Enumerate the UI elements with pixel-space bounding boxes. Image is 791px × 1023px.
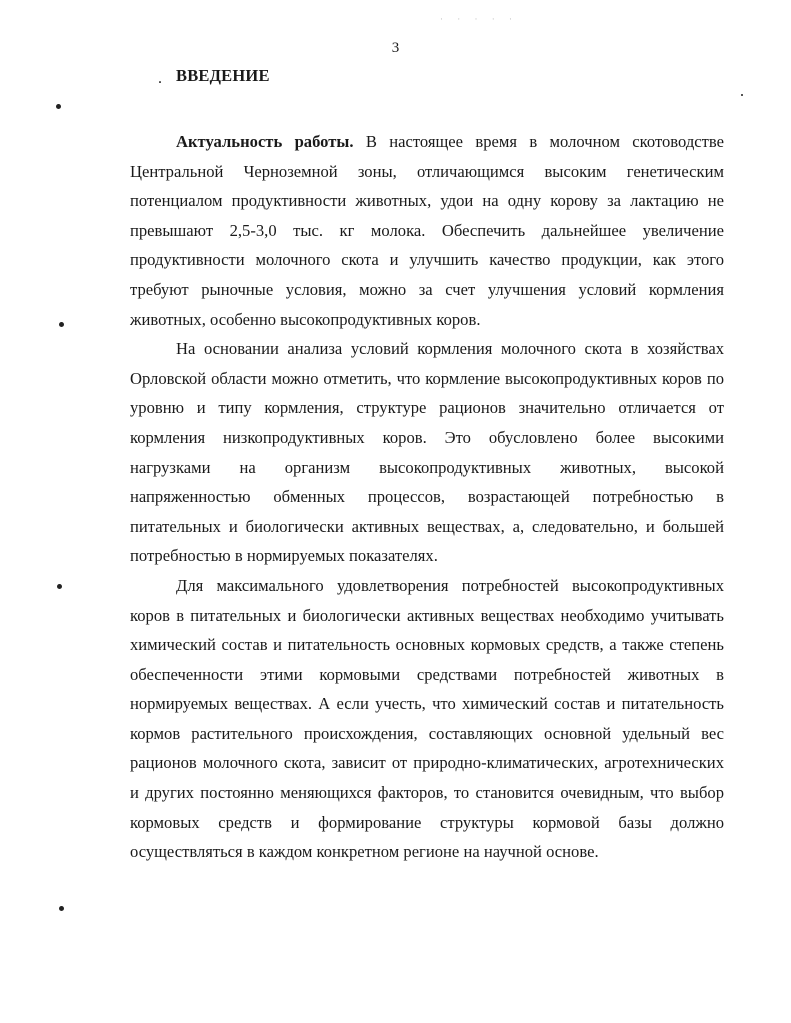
paragraph-lead: Актуальность работы. [176, 132, 354, 151]
punch-mark [56, 104, 61, 109]
paragraph-text: Для максимального удовлетворения потребностей высокопродуктивных коров в питательных и биологически активных веществах необходимо учитывать химический состав и питательность основных кормовых средств, а также степень обеспеченности этими кормовыми средствами потребностей животных в нормируемых веществах. А если учесть, что химический состав и питательность кормов растительного происхождения, составляющих основной удельный вес рационов молочного скота, зависит от природно-климатических, агротехнических и других постоянно меняющихся факторов, то становится очевидным, что выбор кормовых средств и формирование структуры кормовой базы должно осуществляться в каждом конкретном регионе на научной основе. [130, 575, 724, 862]
paragraph-relevance [130, 127, 724, 334]
punch-mark [59, 322, 64, 327]
body-text [130, 127, 724, 867]
scan-speck [741, 94, 743, 96]
paragraph-text: На основании анализа условий кормления молочного скота в хозяйствах Орловской области можно отметить, что кормление высокопродуктивных коров по уровню и типу кормления, структуре рационов значительно отличается от кормления низкопродуктивных коров. Это обусловлено более высокими нагрузками на организм высокопродуктивных животных, высокой напряженностью обменных процессов, возрастающей потребностью в питательных и биологически активных веществах, а, следовательно, и большей потребностью в нормируемых показателях. [130, 339, 724, 566]
paragraph-requirements [130, 571, 724, 867]
punch-mark [57, 584, 62, 589]
punch-mark [59, 906, 64, 911]
paragraph-text: В настоящее время в молочном скотоводстве Центральной Черноземной зоны, отличающимся высоким генетическим потенциалом продуктивности животных, удои на одну корову за лактацию не превышают 2,5-3,0 тыс. кг молока. Обеспечить дальнейшее увеличение продуктивности молочного скота и улучшить качество продукции, как этого требуют рыночные условия, можно за счет улучшения условий кормления животных, особенно высокопродуктивных коров. [130, 132, 724, 329]
page-number: 3 [391, 40, 400, 56]
scan-noise: · · · · · [440, 14, 518, 24]
paragraph-analysis [130, 334, 724, 571]
section-heading: ВВЕДЕНИЕ [176, 66, 270, 85]
heading-prefix: . [158, 70, 162, 87]
